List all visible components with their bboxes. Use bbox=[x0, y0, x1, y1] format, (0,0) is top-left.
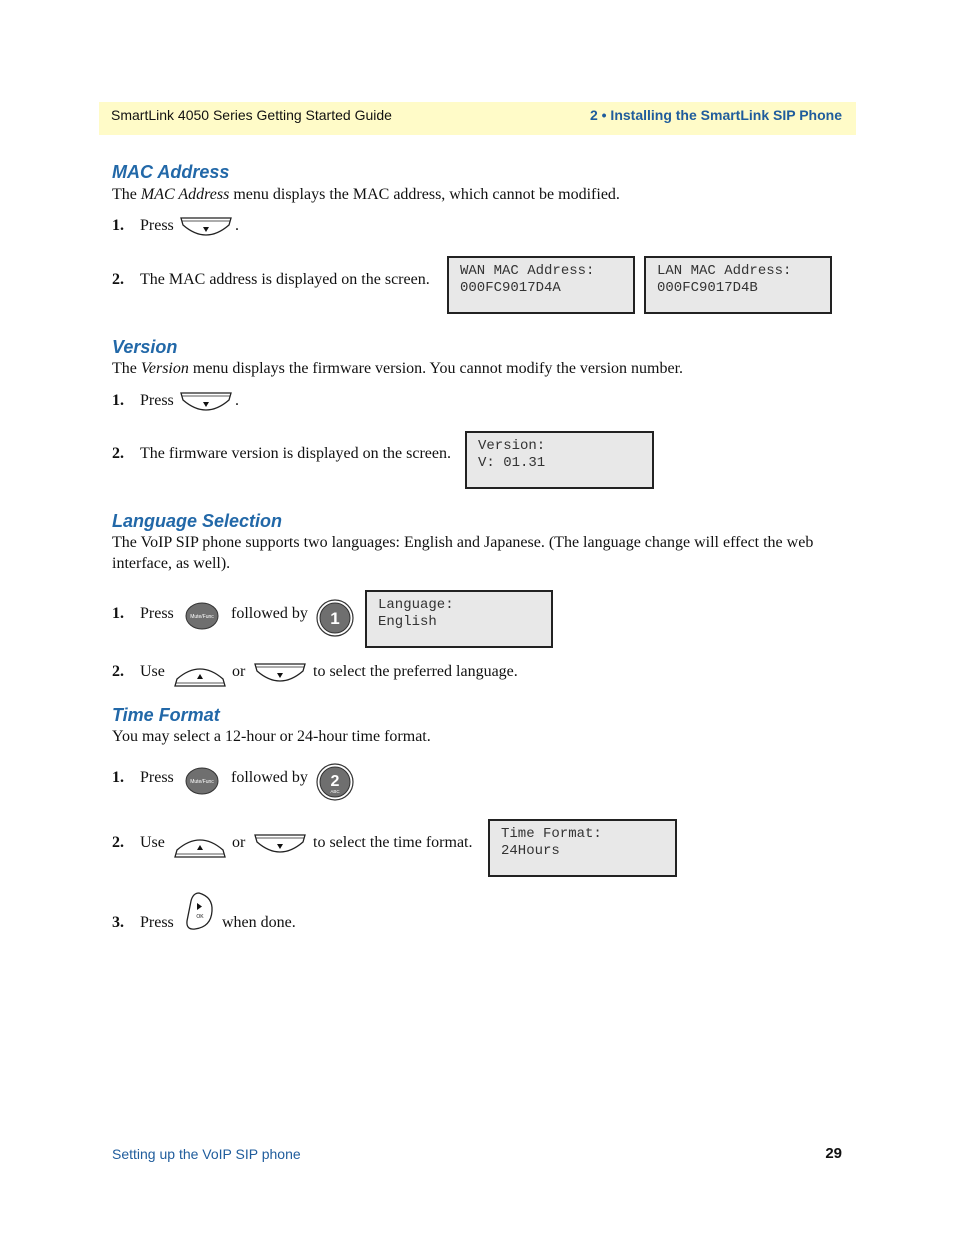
lcd-version: Version: V: 01.31 bbox=[465, 431, 654, 489]
mac-step1-period: . bbox=[235, 217, 239, 234]
time-step2-number: 2. bbox=[112, 834, 124, 851]
down-arrow-key-icon bbox=[254, 834, 306, 856]
language-step1-text: Press bbox=[140, 605, 174, 622]
mac-step1-number: 1. bbox=[112, 217, 124, 234]
language-step2-or: or bbox=[232, 663, 246, 680]
page-number: 29 bbox=[825, 1145, 842, 1162]
mac-address-heading: MAC Address bbox=[112, 162, 230, 182]
footer-section-title: Setting up the VoIP SIP phone bbox=[112, 1146, 301, 1162]
version-step2-number: 2. bbox=[112, 445, 124, 462]
version-heading: Version bbox=[112, 337, 178, 357]
down-arrow-key-icon bbox=[180, 217, 232, 239]
version-step1-number: 1. bbox=[112, 392, 124, 409]
version-step1-text: Press bbox=[140, 392, 174, 409]
down-arrow-key-icon bbox=[180, 392, 232, 414]
language-step1-number: 1. bbox=[112, 605, 124, 622]
mac-step2-text: The MAC address is displayed on the screen. bbox=[140, 271, 430, 288]
up-arrow-key-icon bbox=[174, 836, 226, 858]
time-step2-or: or bbox=[232, 834, 246, 851]
page-header bbox=[99, 102, 856, 135]
language-step1-followed: followed by bbox=[231, 605, 308, 622]
mute-func-label: Mute/Func bbox=[190, 614, 214, 620]
lcd-language: Language: English bbox=[365, 590, 553, 648]
down-arrow-key-icon bbox=[254, 663, 306, 685]
language-selection-intro: The VoIP SIP phone supports two languages: English and Japanese. (The language change will effect the web interface, as well). bbox=[112, 534, 814, 572]
digit-2-letters: ABC bbox=[330, 789, 340, 794]
digit-1-label: 1 bbox=[330, 609, 340, 628]
lcd-time-format: Time Format: 24Hours bbox=[488, 819, 677, 877]
up-arrow-key-icon bbox=[174, 665, 226, 687]
time-step1-followed: followed by bbox=[231, 769, 308, 786]
mac-step1-text: Press bbox=[140, 217, 174, 234]
chapter-title: 2 • Installing the SmartLink SIP Phone bbox=[589, 107, 842, 123]
language-selection-heading: Language Selection bbox=[112, 511, 283, 531]
digit-2-key-icon bbox=[316, 762, 354, 802]
digit-1-key-icon bbox=[316, 598, 354, 638]
version-step2-text: The firmware version is displayed on the screen. bbox=[140, 445, 452, 462]
mac-address-intro: The MAC Address menu displays the MAC address, which cannot be modified. bbox=[112, 186, 620, 203]
ok-label: OK bbox=[196, 914, 204, 920]
mute-func-key-icon bbox=[185, 767, 219, 795]
lcd-lan-mac-address: LAN MAC Address: 000FC9017D4B bbox=[644, 256, 832, 314]
time-step2-text: to select the time format. bbox=[313, 834, 473, 851]
version-intro: The Version menu displays the firmware version. You cannot modify the version number. bbox=[112, 360, 684, 377]
time-step3-after: when done. bbox=[222, 914, 296, 931]
time-format-heading: Time Format bbox=[112, 705, 220, 725]
time-step3-number: 3. bbox=[112, 914, 124, 931]
guide-title: SmartLink 4050 Series Getting Started Guide bbox=[111, 107, 392, 123]
time-step3-text: Press bbox=[140, 914, 174, 931]
time-step2-use: Use bbox=[140, 834, 165, 851]
version-step1-period: . bbox=[235, 392, 239, 409]
time-format-intro: You may select a 12-hour or 24-hour time format. bbox=[112, 728, 431, 745]
language-step2-number: 2. bbox=[112, 663, 124, 680]
ok-key-icon bbox=[183, 891, 215, 931]
lcd-wan-mac-address: WAN MAC Address: 000FC9017D4A bbox=[447, 256, 635, 314]
mac-step2-number: 2. bbox=[112, 271, 124, 288]
time-step1-text: Press bbox=[140, 769, 174, 786]
digit-2-label: 2 bbox=[330, 773, 340, 790]
time-step1-number: 1. bbox=[112, 769, 124, 786]
mute-func-key-icon bbox=[185, 602, 219, 630]
language-step2-text: to select the preferred language. bbox=[313, 663, 518, 680]
language-step2-use: Use bbox=[140, 663, 165, 680]
mute-func-label: Mute/Func bbox=[190, 779, 214, 785]
